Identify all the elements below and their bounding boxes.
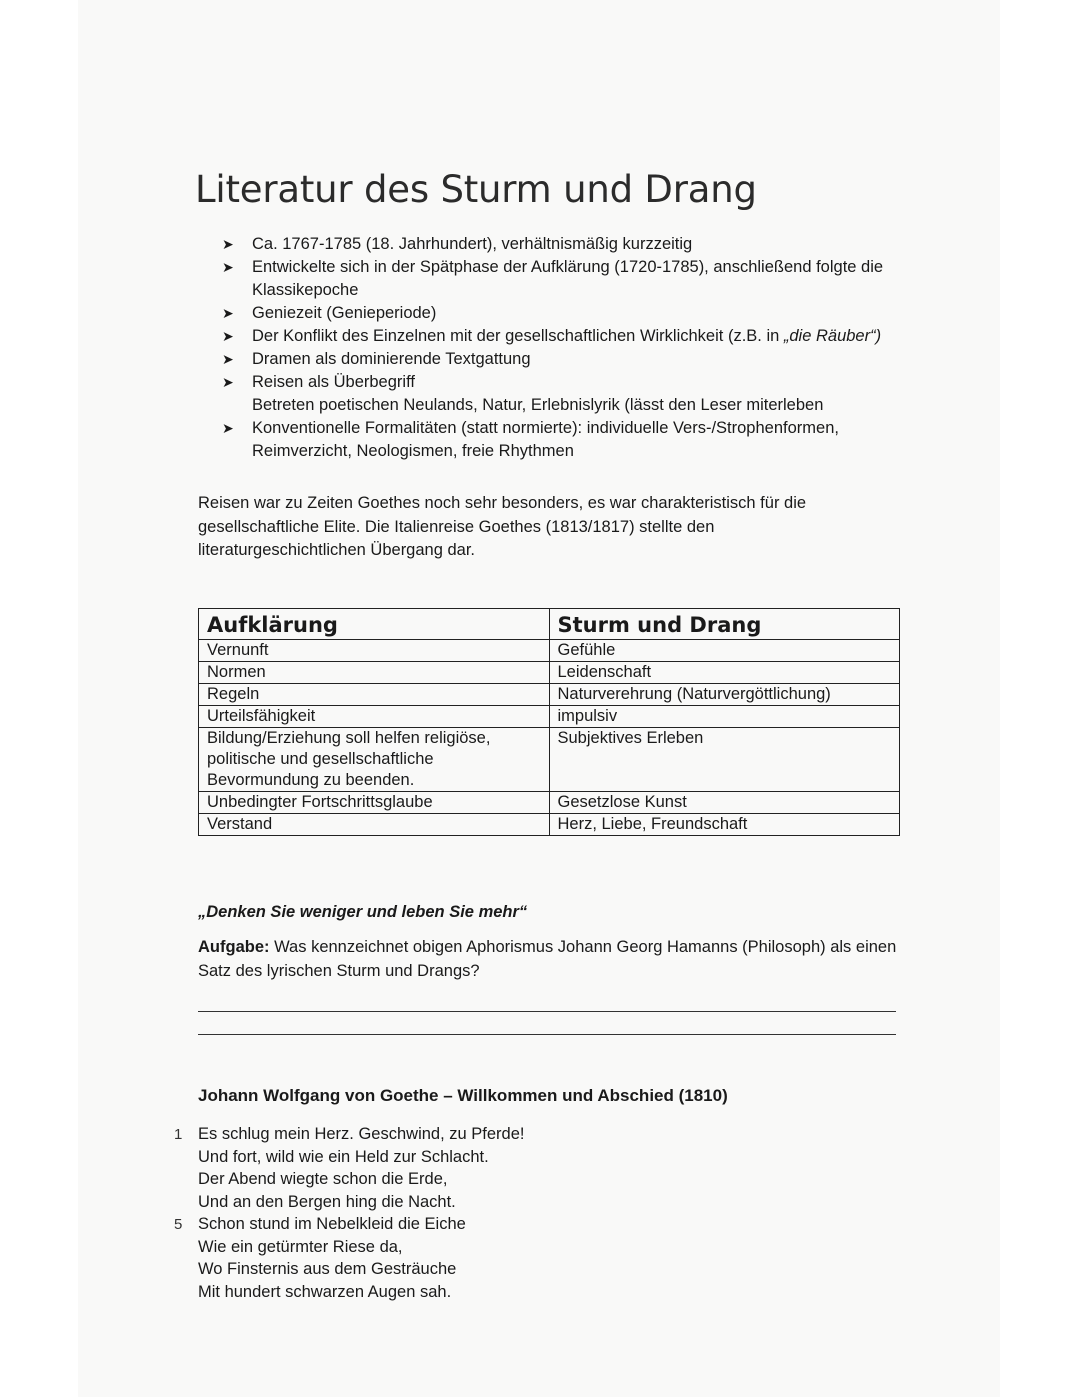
line-marker: 1	[174, 1126, 183, 1143]
task-label: Aufgabe:	[198, 938, 270, 956]
bullet-text-main: Der Konflikt des Einzelnen mit der gesellschaftlichen Wirklichkeit (z.B. in	[252, 327, 780, 345]
arrow-bullet-icon: ➤	[222, 374, 234, 390]
bullet-item	[222, 348, 902, 371]
arrow-bullet-icon: ➤	[222, 236, 234, 252]
table-row	[199, 792, 900, 814]
arrow-bullet-icon: ➤	[222, 420, 234, 436]
answer-line[interactable]	[198, 1011, 896, 1012]
task-text: Was kennzeichnet obigen Aphorismus Johann Georg Hamanns (Philosoph) als einen Satz des lyrischen Sturm und Drangs?	[198, 938, 897, 980]
table-cell: Regeln	[199, 684, 550, 706]
line-marker: 5	[174, 1216, 183, 1233]
bullet-item	[222, 371, 902, 394]
table-cell: Subjektives Erleben	[549, 728, 900, 792]
table-cell: Bildung/Erziehung soll helfen religiöse, politische und gesellschaftliche Bevormundung zu beenden.	[199, 728, 550, 792]
poem-line: Mit hundert schwarzen Augen sah.	[198, 1282, 452, 1301]
bullet-item	[222, 417, 902, 463]
bullet-list	[222, 233, 902, 463]
table-row	[199, 684, 900, 706]
table-cell: Normen	[199, 662, 550, 684]
bullet-item	[222, 325, 902, 348]
table-cell: impulsiv	[549, 706, 900, 728]
table-row	[199, 662, 900, 684]
poem-line: Schon stund im Nebelkleid die Eiche	[198, 1215, 466, 1233]
table-cell: Unbedingter Fortschrittsglaube	[199, 792, 550, 814]
bullet-text: Konventionelle Formalitäten (statt normierte): individuelle Vers-/Strophenformen, Reimverzicht, Neologismen, freie Rhythmen	[252, 419, 839, 460]
arrow-bullet-icon: ➤	[222, 259, 234, 275]
table-row	[199, 640, 900, 662]
bullet-text: Dramen als dominierende Textgattung	[252, 350, 531, 368]
comparison-table	[198, 608, 900, 836]
table-header-row	[199, 609, 900, 640]
arrow-bullet-icon: ➤	[222, 351, 234, 367]
header-sturm-und-drang: Sturm und Drang	[549, 609, 900, 640]
header-aufklaerung: Aufklärung	[199, 609, 550, 640]
poem-line: Und an den Bergen hing die Nacht.	[198, 1192, 456, 1211]
table-cell: Herz, Liebe, Freundschaft	[549, 814, 900, 836]
poem-line: Wo Finsternis aus dem Gesträuche	[198, 1260, 457, 1278]
poem-line: Wie ein getürmter Riese da,	[198, 1237, 403, 1256]
poem-stanza	[198, 1123, 524, 1303]
bullet-item	[222, 233, 902, 256]
task-block	[198, 935, 898, 983]
bullet-continuation	[222, 394, 902, 417]
bullet-text: Entwickelte sich in der Spätphase der Aufklärung (1720-1785), anschließend folgte die Klassikepoche	[252, 258, 884, 299]
bullet-text	[252, 325, 902, 348]
page-title: Literatur des Sturm und Drang	[195, 168, 757, 211]
poem-title: Johann Wolfgang von Goethe – Willkommen und Abschied (1810)	[198, 1086, 728, 1105]
bullet-text: Betreten poetischen Neulands, Natur, Erlebnislyrik (lässt den Leser miterleben	[252, 396, 824, 414]
table-cell: Gesetzlose Kunst	[549, 792, 900, 814]
poem-line: Der Abend wiegte schon die Erde,	[198, 1170, 448, 1188]
bullet-text: Geniezeit (Genieperiode)	[252, 304, 437, 322]
table-cell: Leidenschaft	[549, 662, 900, 684]
table-row	[199, 728, 900, 792]
table-cell: Gefühle	[549, 640, 900, 662]
table-row	[199, 814, 900, 836]
arrow-bullet-icon: ➤	[222, 305, 234, 321]
bullet-item	[222, 302, 902, 325]
table-cell: Vernunft	[199, 640, 550, 662]
intro-paragraph: Reisen war zu Zeiten Goethes noch sehr besonders, es war charakteristisch für die gesellschaftliche Elite. Die Italienreise Goethes (1813/1817) stellte den literaturgeschichtlichen Übergang dar.	[198, 494, 807, 559]
poem-line: Es schlug mein Herz. Geschwind, zu Pferde!	[198, 1125, 525, 1143]
answer-line[interactable]	[198, 1034, 896, 1035]
bullet-text: Ca. 1767-1785 (18. Jahrhundert), verhältnismäßig kurzzeitig	[252, 235, 693, 253]
table-cell: Verstand	[199, 814, 550, 836]
bullet-text-italic: „die Räuber“)	[783, 327, 882, 345]
table-cell: Naturverehrung (Naturvergöttlichung)	[549, 684, 900, 706]
bullet-text: Reisen als Überbegriff	[252, 373, 415, 391]
table-row	[199, 706, 900, 728]
bullet-item	[222, 256, 902, 302]
arrow-bullet-icon: ➤	[222, 328, 234, 344]
aphorism-quote: „Denken Sie weniger und leben Sie mehr“	[198, 903, 528, 921]
poem-line: Und fort, wild wie ein Held zur Schlacht.	[198, 1147, 489, 1166]
table-cell: Urteilsfähigkeit	[199, 706, 550, 728]
